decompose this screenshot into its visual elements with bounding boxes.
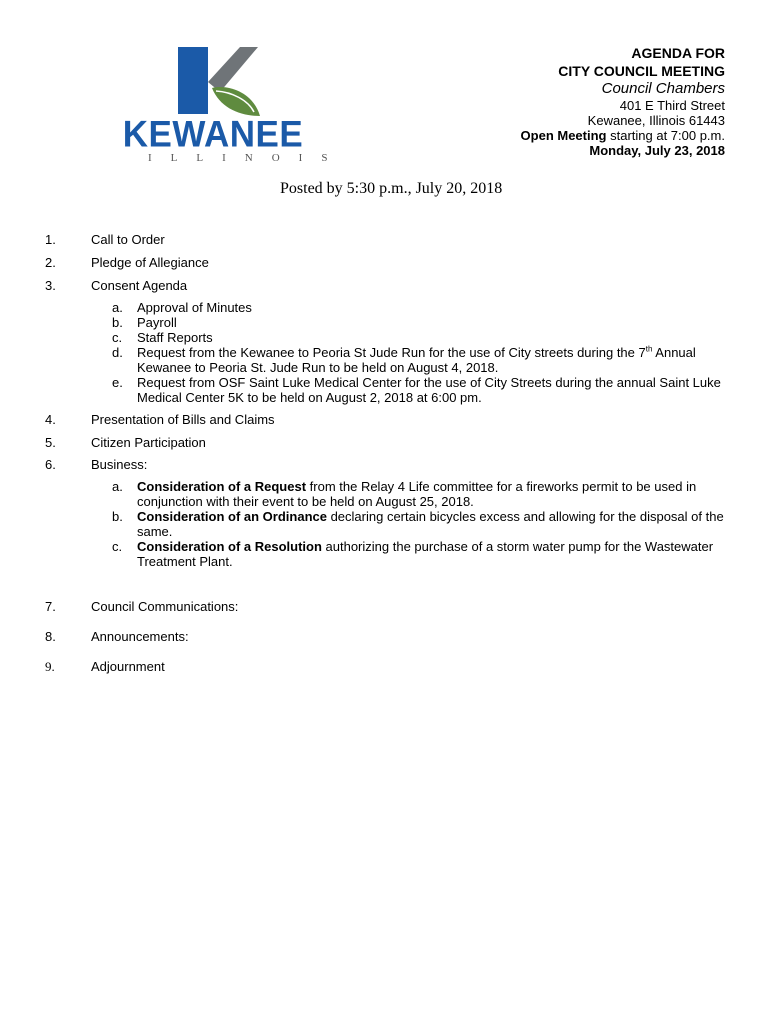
subitem-text: Payroll: [137, 315, 177, 330]
subitem-letter: a.: [112, 300, 123, 315]
open-meeting-line: [521, 128, 725, 143]
item-text: Business:: [91, 457, 148, 472]
item-text: Presentation of Bills and Claims: [91, 412, 275, 427]
address-line1: 401 E Third Street: [619, 98, 725, 113]
subitem-text: Request from OSF Saint Luke Medical Center for the use of City Streets during the annual Saint Luke Medical Center 5K to be held on August 2, 2018 at 6:00 pm.: [137, 375, 721, 405]
subitem-text: Consideration of a Request from the Relay 4 Life committee for a fireworks permit to be used in conjunction with their event to be held on August 25, 2018.: [137, 479, 697, 509]
item-text: Announcements:: [91, 629, 189, 644]
k-emblem-icon: [108, 44, 318, 119]
item-number: 3.: [45, 278, 56, 293]
open-meeting-label: Open Meeting: [520, 128, 607, 143]
posted-notice: Posted by 5:30 p.m., July 20, 2018: [280, 180, 503, 197]
subitem-letter: a.: [112, 479, 123, 494]
item-number: 4.: [45, 412, 56, 427]
item-number: 1.: [45, 232, 56, 247]
item-number: 7.: [45, 599, 56, 614]
subitem-letter: d.: [112, 345, 123, 360]
subitem-letter: e.: [112, 375, 123, 390]
item-number: 5.: [45, 435, 56, 450]
subitem-letter: b.: [112, 315, 123, 330]
kewanee-logo: [108, 44, 347, 164]
item-text: Citizen Participation: [91, 435, 206, 450]
subitem-text: Consideration of an Ordinance declaring certain bicycles excess and allowing for the disposal of the same.: [137, 509, 724, 539]
subitem-letter: b.: [112, 509, 123, 524]
open-meeting-time: starting at 7:00 p.m.: [606, 128, 725, 143]
agenda-title-line2: CITY COUNCIL MEETING: [558, 63, 725, 79]
agenda-title-line1: AGENDA FOR: [631, 45, 725, 61]
item-number: 2.: [45, 255, 56, 270]
subitem-text: Request from the Kewanee to Peoria St Jude Run for the use of City streets during the 7th Annual Kewanee to Peoria St. Jude Run to be held on August 4, 2018.: [137, 344, 696, 375]
item-text: Adjournment: [91, 659, 165, 674]
item-number: 6.: [45, 457, 56, 472]
item-number: 9.: [45, 659, 55, 674]
item-number: 8.: [45, 629, 56, 644]
subitem-letter: c.: [112, 330, 123, 345]
subitem-text: Approval of Minutes: [137, 300, 252, 315]
meeting-header: [521, 44, 725, 158]
meeting-date: Monday, July 23, 2018: [589, 143, 725, 158]
item-text: Call to Order: [91, 232, 165, 247]
subitem-text: Staff Reports: [137, 330, 213, 345]
subitem-letter: c.: [112, 539, 123, 554]
item-text: Council Communications:: [91, 599, 239, 614]
logo-subtext: ILLINOIS: [148, 152, 347, 164]
venue: Council Chambers: [601, 80, 725, 97]
address-line2: Kewanee, Illinois 61443: [587, 113, 725, 128]
item-text: Consent Agenda: [91, 278, 188, 293]
subitem-text: Consideration of a Resolution authorizing the purchase of a storm water pump for the Wastewater Treatment Plant.: [137, 539, 714, 569]
item-text: Pledge of Allegiance: [91, 255, 209, 270]
logo-wordmark: KEWANEE: [122, 114, 304, 155]
